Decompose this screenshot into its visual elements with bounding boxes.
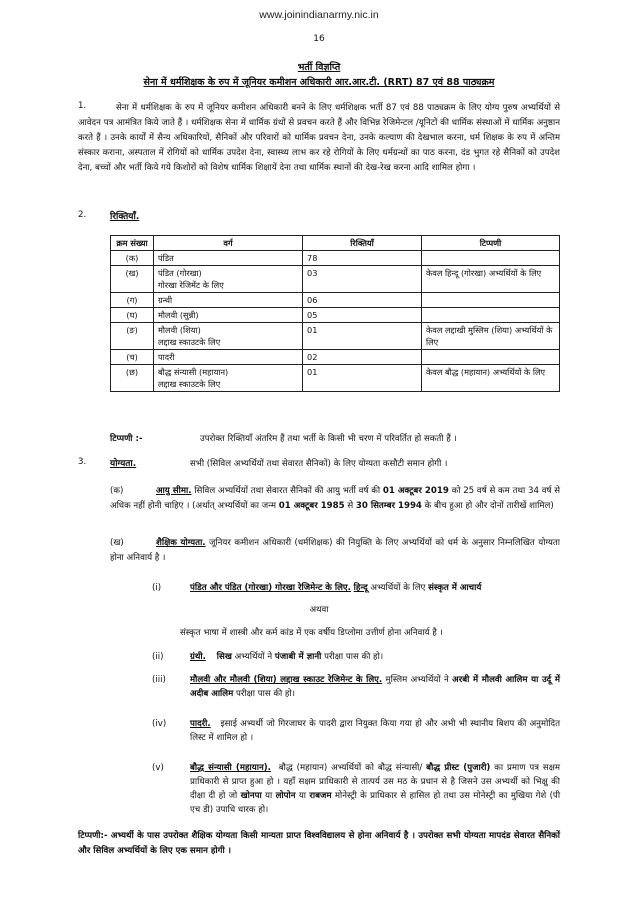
item-v-text-7: या — [298, 791, 307, 801]
item-iv-text — [190, 717, 560, 745]
row-sn: (ख) — [111, 266, 154, 293]
section-3-intro: सभी (सिविल अभ्यर्थियों तथा सेवारत सैनिकों) के लिए योग्यता कसौटी समान होगी । — [190, 459, 448, 469]
section-2-number: 2. — [78, 210, 87, 220]
tippani-text: उपरोक्त रिक्तियाँ अंतरिम हैं तथा भर्ती के किसी भी चरण में परिवर्तित हो सकती हैं । — [200, 434, 457, 444]
age-date-2: 01 अक्टूबर 1985 — [278, 501, 345, 511]
row-sn: (छ) — [111, 365, 154, 392]
source-url: www.joinindianarmy.nic.in — [259, 9, 379, 21]
item-v-text — [190, 761, 560, 817]
row-remarks — [422, 293, 560, 308]
row-vacancies: 05 — [303, 308, 422, 323]
header-vacancies: रिक्तियाँ — [303, 236, 422, 251]
row-category: पादरी — [154, 350, 303, 365]
row-category: बौद्ध संन्यासी (महायान) लद्दाख स्काउटके लिए — [154, 365, 303, 392]
row-vacancies: 01 — [303, 365, 422, 392]
item-iii-text-1: मुस्लिम अभ्यर्थियों ने — [385, 675, 449, 685]
row-vacancies: 78 — [303, 251, 422, 266]
row-remarks — [422, 350, 560, 365]
age-text-3: से — [347, 501, 354, 511]
row-vacancies: 02 — [303, 350, 422, 365]
edu-paragraph — [110, 536, 560, 566]
vacancy-table — [110, 235, 560, 392]
table-row — [111, 293, 560, 308]
item-v-text-4: खोनपा — [240, 791, 262, 801]
age-text-2: को 25 वर्ष से कम तथा 34 वर्ष से अधिक नहीं होनी चाहिए । (अर्थात् अभ्यर्थियों का जन्म — [110, 486, 561, 511]
section-1-number: 1. — [78, 101, 87, 111]
age-title: आयु सीमा. — [156, 486, 192, 496]
row-vacancies: 01 — [303, 323, 422, 350]
header-sn: क्रम संख्या — [111, 236, 154, 251]
item-iii-label: (iii) — [152, 675, 166, 685]
item-v-text-6: लोपोन — [275, 791, 296, 801]
edu-title: शैक्षिक योग्यता. — [156, 538, 206, 548]
section-3-title: योग्यता. — [110, 459, 137, 469]
header-category: वर्ग — [154, 236, 303, 251]
item-iii-text-2: अरबी में मौलवी आलिम या उर्दू में अदीब आलिम — [190, 675, 560, 699]
item-iv-label: (iv) — [152, 719, 167, 729]
page-number: 16 — [313, 34, 325, 44]
row-category: पंडित (गोरखा) गोरखा रेजिमेंट के लिए — [154, 266, 303, 293]
item-v-label: (v) — [152, 763, 164, 773]
row-sn: (ग) — [111, 293, 154, 308]
section-1-text: सेना में धर्मशिक्षक के रुप में जूनियर कमीशन अधिकारी बनने के लिए धर्मशिक्षक भर्ती 87 एवं 88 पाठ्यक्रम के लिए योग्य पुरुष अभ्यर्थियों से आवेदन पत्र आमंत्रित किये जाते हैं । धर्मशिक्षक सेना में धार्मिक ग्रंथों से प्रवचन करते हैं और विभिन्न रेजिमेन्टल /यूनिटों की धार्मिक संस्थाओं में धार्मिक अनुष्ठान करते हैं । उनके कार्यों में सैन्य अधिकारियों, सैनिकों और परिवारों को धार्मिक प्रवचन देना, उनके कल्याण की देखभाल करना, धर्म शिक्षक के रुप में अन्तिम संस्कार कराना, अस्पताल में रोगियों को धार्मिक उपदेश देना, स्वास्थ्य लाभ कर रहे रोगियों के लिए धर्मग्रन्थों का पाठ करना, दंड भुगत रहे सैनिकों को उपदेश देना, बच्चों और भर्ती किये गये किशोरों को विशेष धार्मिक शिक्षायें देना तथा धार्मिक स्थानों की देख-रेख करना आदि शामिल होगा । — [78, 103, 560, 173]
item-v-text-2: बौद्ध प्रीस्ट (पुजारी) — [426, 763, 491, 773]
row-remarks: केवल लद्दाखी मुस्लिम (शिया) अभ्यर्थियों के लिए — [422, 323, 560, 350]
row-category: मौलवी (शिया) लद्दाख स्काउटके लिए — [154, 323, 303, 350]
header-remarks: टिप्पणी — [422, 236, 560, 251]
item-ii-text — [190, 650, 383, 664]
athva: अथवा — [309, 605, 329, 615]
age-label: (क) — [110, 486, 124, 496]
item-ii-title: ग्रंथी. — [190, 652, 206, 662]
item-i-text-1: हिन्दू — [353, 583, 368, 593]
notice-title: भर्ती विज्ञप्ति — [297, 62, 341, 73]
item-v-title: बौद्ध संन्यासी (महायान). — [190, 763, 271, 773]
item-v-text-3: का प्रमाण पत्र सक्षम प्राधिकारी से प्राप्त हुआ हो । यहाँ सक्षम प्राधिकारी से तात्पर्य उस मठ के प्रधान से है जिसने उस अभ्यर्थी को भिक्षु की दीक्षा दी हो जो — [190, 763, 560, 801]
tippani-label: टिप्पणी :- — [110, 434, 143, 444]
row-category: पंडित — [154, 251, 303, 266]
age-date-1: 01 अक्टूबर 2019 — [382, 486, 449, 496]
age-date-3: 30 सितम्बर 1994 — [355, 501, 422, 511]
sanskrit-text: संस्कृत भाषा में शास्त्री और कर्म कांड में एक वर्षीय डिप्लोमा उत्तीर्ण होना अनिवार्य है । — [180, 628, 443, 638]
item-ii-text-3: पंजाबी में ज्ञानी — [274, 652, 322, 662]
table-row — [111, 350, 560, 365]
row-remarks: केवल हिन्दू (गोरखा) अभ्यर्थियों के लिए — [422, 266, 560, 293]
row-sn: (क) — [111, 251, 154, 266]
item-v-text-9: मोनेस्ट्री के प्राधिकार से हासिल हो तथा उस मोनेस्ट्री का मुखिया गेशे (पी एच डी) उपाधि धारक हो। — [190, 791, 561, 815]
table-header-row — [111, 236, 560, 251]
table-row — [111, 323, 560, 350]
item-ii-text-2: अभ्यर्थियों ने — [234, 652, 273, 662]
row-remarks: केवल बौद्ध (महायान) अभ्यर्थियों के लिए — [422, 365, 560, 392]
row-sn: (ङ) — [111, 323, 154, 350]
item-i-text-2: अभ्यर्थियों के लिए — [370, 583, 426, 593]
item-i-label: (i) — [152, 583, 162, 593]
row-sn: (घ) — [111, 308, 154, 323]
age-text-4: के बीच हुआ हो और दोनों तारीखें शामिल) — [424, 501, 554, 511]
item-i-title: पंडित और पंडित (गोरखा) गोरखा रेजिमेन्ट के लिए. — [190, 583, 351, 593]
row-sn: (च) — [111, 350, 154, 365]
notice-subtitle: सेना में धर्मशिक्षक के रुप में जूनियर कमीशन अधिकारी आर.आर.टी. (RRT) 87 एवं 88 पाठ्यक्रम — [143, 77, 495, 88]
age-paragraph — [110, 484, 560, 514]
row-category: ग्रन्थी — [154, 293, 303, 308]
row-remarks — [422, 251, 560, 266]
item-i-text-3: संस्कृत में आचार्य — [428, 583, 482, 593]
item-ii-text-1: सिख — [216, 652, 232, 662]
item-ii-text-4: परीक्षा पास की हो। — [324, 652, 384, 662]
item-iii-title: मौलवी और मौलवी (शिया) लद्दाख स्काउट रेजिमेन्ट के लिए. — [190, 675, 383, 685]
footer-note: टिप्पणी:- अभ्यर्थी के पास उपरोक्त शैक्षिक योग्यता किसी मान्यता प्राप्त विश्वविद्यालय से होना अनिवार्य है । उपरोक्त सभी योग्यता मापदंड सेवारत सैनिकों और सिविल अभ्यर्थियों के लिए एक समान होगी । — [78, 831, 560, 856]
table-row — [111, 266, 560, 293]
item-v-text-8: राबजम — [309, 791, 332, 801]
item-iv-title: पादरी. — [190, 719, 211, 729]
row-category: मौलवी (सुन्नी) — [154, 308, 303, 323]
section-2-title: रिक्तियाँ. — [110, 212, 140, 222]
item-ii-label: (ii) — [152, 652, 164, 662]
age-text-1: सिविल अभ्यर्थियों तथा सेवारत सैनिकों की आयु भर्ती वर्ष की — [194, 486, 381, 496]
item-iv-body: इसाई अभ्यर्थी जो गिरजाघर के पादरी द्वारा नियुक्त किया गया हो और अभी भी स्थानीय बिशप की अनुमोदित लिस्ट में शामिल हो । — [190, 719, 560, 743]
row-vacancies: 06 — [303, 293, 422, 308]
row-remarks — [422, 308, 560, 323]
section-3-number: 3. — [78, 457, 87, 467]
item-v-text-5: या — [265, 791, 273, 801]
row-vacancies: 03 — [303, 266, 422, 293]
item-iii-text-3: परीक्षा पास की हो। — [235, 689, 295, 699]
item-i-text — [190, 581, 570, 595]
table-row — [111, 308, 560, 323]
item-v-text-1: बौद्ध (महायान) अभ्यर्थियों को बौद्ध संन्यासी/ — [278, 763, 423, 773]
edu-label: (ख) — [110, 538, 124, 548]
item-iii-text — [190, 673, 560, 701]
table-row — [111, 365, 560, 392]
table-row — [111, 251, 560, 266]
edu-text: जूनियर कमीशन अधिकारी (धर्मशिक्षक) की नियुक्ति के लिए अभ्यर्थियों को धर्म के अनुसार निम्नलिखित योग्यता होना अनिवार्य है । — [110, 538, 560, 563]
